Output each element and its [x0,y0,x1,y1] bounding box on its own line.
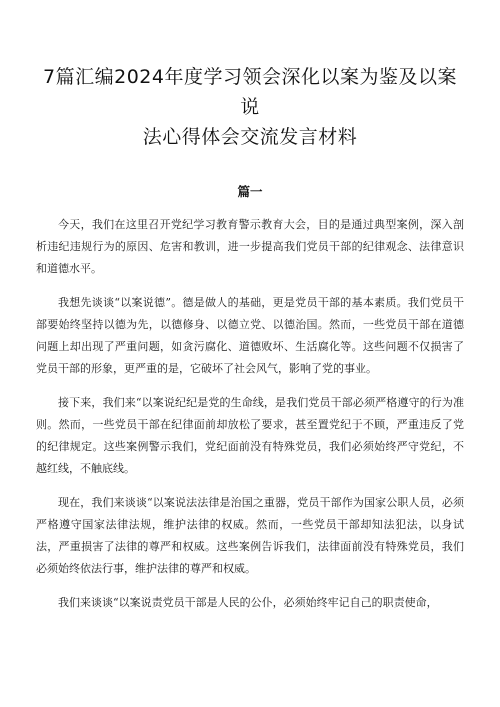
paragraph-5: 我们来谈谈“以案说责党员干部是人民的公仆，必须始终牢记自己的职责使命， [58,596,438,609]
section-heading: 篇一 [237,184,263,199]
title-line-1: 7篇汇编2024年度学习领会深化以案为鉴及以案说 [43,66,457,118]
paragraph-4: 现在，我们来谈谈“以案说法法律是治国之重器，党员干部作为国家公职人员，必须严格遵守国家法律法规，维护法律的权威。然而，一些党员干部却知法犯法，以身试法，严重损害了法律的尊严和权威。这些案例告诉我们，法律面前没有特殊党员，我们必须始终依法行事，维护法律的尊严和权威。 [36,496,464,575]
paragraph-1: 今天，我们在这里召开党纪学习教育警示教育大会，目的是通过典型案例，深入剖析违纪违规行为的原因、危害和教训，进一步提高我们党员干部的纪律观念、法律意识和道德水平。 [36,218,464,275]
title-line-2: 法心得体会交流发言材料 [142,126,358,148]
paragraph-3: 接下来，我们来“以案说纪纪是党的生命线，是我们党员干部必须严格遵守的行为准则。然而，一些党员干部在纪律面前却放松了要求，甚至置党纪于不顾，严重违反了党的纪律规定。这些案例警示我们，党纪面前没有特殊党员，我们必须始终严守党纪，不越红线，不触底线。 [36,396,464,475]
paragraph-2: 我想先谈谈“以案说德”。德是做人的基础，更是党员干部的基本素质。我们党员干部要始终坚持以德为先，以德修身、以德立党、以德治国。然而，一些党员干部在道德问题上却出现了严重问题，如贪污腐化、道德败坏、生活腐化等。这些问题不仅损害了党员干部的形象，更严重的是，它破坏了社会风气，影响了党的事业。 [36,296,464,375]
document-title [36,62,464,152]
